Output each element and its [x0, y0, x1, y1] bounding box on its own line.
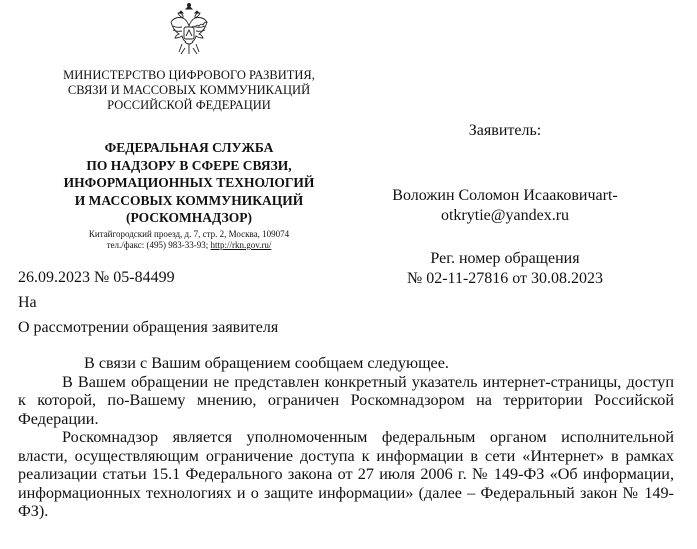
service-line: ФЕДЕРАЛЬНАЯ СЛУЖБА	[104, 140, 274, 155]
service-line: И МАССОВЫХ КОММУНИКАЦИЙ	[74, 192, 304, 208]
letter-subject: О рассмотрении обращения заявителя	[18, 319, 279, 336]
service-line: ПО НАДЗОРУ В СФЕРЕ СВЯЗИ,	[86, 157, 292, 173]
registration-number: № 02-11-27816 от 30.08.2023	[406, 270, 604, 287]
applicant-label: Заявитель:	[468, 122, 542, 139]
service-name	[40, 139, 338, 227]
coat-of-arms-emblem-icon	[167, 2, 211, 60]
ministry-line: РОССИЙСКОЙ ФЕДЕРАЦИИ	[107, 98, 271, 112]
registration-info	[360, 249, 650, 289]
contact-line	[40, 240, 338, 251]
service-line: ИНФОРМАЦИОННЫХ ТЕХНОЛОГИЙ	[63, 175, 315, 190]
contact-address	[40, 229, 338, 251]
applicant-email: otkrytie@yandex.ru	[440, 207, 570, 224]
body-paragraph: В Вашем обращении не представлен конкретный указатель интернет-страницы, доступ к которой, по-Вашему мнению, ограничен Роскомнадзором на территории Российской Федерации.	[18, 372, 674, 428]
applicant-name	[360, 186, 650, 226]
body-paragraph: Роскомнадзор является уполномоченным федеральным органом исполнительной власти, осуществляющим ограничение доступа к информации в сети «Интернет» в рамках реализации статьи 15.1 Федерального закона от 27 июля 2006 г. № 149-ФЗ «Об информации, информационных технологиях и о защите информации» (далее – Федеральный закон № 149-ФЗ).	[18, 428, 674, 520]
registration-label: Рег. номер обращения	[430, 250, 580, 267]
body-paragraph: В связи с Вашим обращением сообщаем следующее.	[84, 354, 449, 372]
website-link[interactable]: http://rkn.gov.ru/	[210, 240, 272, 250]
letter-body	[18, 354, 674, 521]
letter-to-label: На	[18, 294, 37, 311]
ministry-line: СВЯЗИ И МАССОВЫХ КОММУНИКАЦИЙ	[67, 83, 311, 97]
applicant-name-line: Воложин Соломон Исааковичart-	[392, 187, 618, 204]
ministry-line: МИНИСТЕРСТВО ЦИФРОВОГО РАЗВИТИЯ,	[63, 68, 315, 82]
service-line: (РОСКОМНАДЗОР)	[125, 210, 252, 225]
ministry-name	[40, 68, 338, 113]
postal-address: Китайгородский проезд, д. 7, стр. 2, Москва, 109074	[88, 229, 290, 239]
phone-fax: тел./факс: (495) 983-33-93;	[106, 240, 211, 250]
letter-date-number: 26.09.2023 № 05-84499	[18, 269, 175, 286]
